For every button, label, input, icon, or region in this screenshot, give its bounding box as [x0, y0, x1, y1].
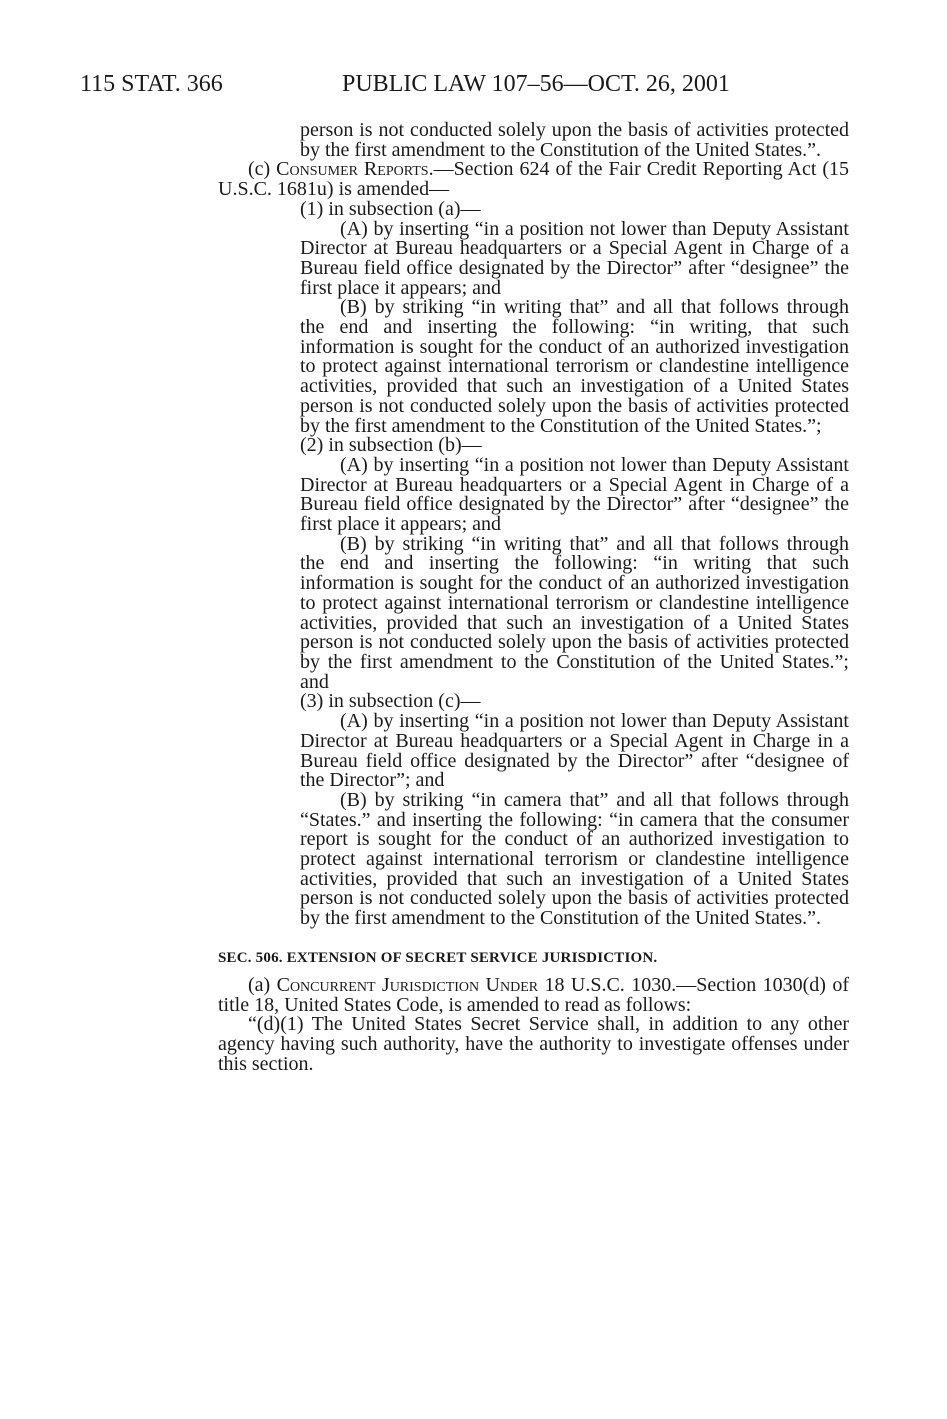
- paragraph-2-A: (A) by inserting “in a position not lower than Deputy Assistant Director at Bureau headquarters or a Special Agent in Charge of a Bureau field office designated by the Director” after “designee” the first place it appears; and: [300, 453, 849, 536]
- subsection-c-label: (c): [248, 158, 277, 181]
- body-text: [218, 121, 849, 1074]
- paragraph-2: (2) in subsection (b)—: [300, 434, 482, 457]
- subsection-c-caption: Consumer Reports: [276, 158, 429, 181]
- page-reference: 115 STAT. 366: [80, 71, 223, 97]
- paragraph-1-A: (A) by inserting “in a position not lower than Deputy Assistant Director at Bureau headquarters or a Special Agent in Charge of a Bureau field office designated by the Director” after “designee” the first place it appears; and: [300, 217, 849, 299]
- paragraph-3-A: (A) by inserting “in a position not lower than Deputy Assistant Director at Bureau headquarters or a Special Agent in Charge in a Bureau field office designated by the Director” after “designee of the Director”; and: [300, 710, 849, 792]
- paragraph-3-B: (B) by striking “in camera that” and all that follows through “States.” and inserting the following: “in camera that the consumer report is sought for the conduct of an authorized investigation to protect against international terrorism or clandestine intelligence activities, provided that such an investigation of a United States person is not conducted solely upon the basis of activities protected by the first amendment to the Constitution of the United States.”.: [300, 788, 849, 930]
- paragraph-d1: “(d)(1) The United States Secret Service shall, in addition to any other agency having such authority, have the authority to investigate offenses under this section.: [218, 1013, 849, 1075]
- continuation-paragraph: person is not conducted solely upon the basis of activities protected by the first amendment to the Constitution of the United States.”.: [300, 119, 849, 161]
- paragraph-1: (1) in subsection (a)—: [300, 197, 481, 220]
- subsection-a-paragraph: [218, 973, 849, 1016]
- subsection-a-text: 18 U.S.C. 1030.—Section 1030(d) of title 18, United States Code, is amended to read as follows:: [218, 973, 849, 1016]
- paragraph-1-B: (B) by striking “in writing that” and all that follows through the end and inserting the following: “in writing, that such information is sought for the conduct of an authorized investigation to protect against international terrorism or clandestine intelligence activities, provided that such an investigation of a United States person is not conducted solely upon the basis of activities protected by the first amendment to the Constitution of the United States.”;: [300, 296, 849, 437]
- subsection-c-text: .—Section 624 of the Fair Credit Reporting Act (15 U.S.C. 1681u) is amended—: [218, 158, 850, 201]
- section-heading: SEC. 506. EXTENSION OF SECRET SERVICE JURISDICTION.: [218, 949, 658, 966]
- subsection-c-paragraph: [218, 160, 849, 199]
- paragraph-2-B: (B) by striking “in writing that” and all that follows through the end and inserting the following: “in writing that such information is sought for the conduct of an authorized investigation to protect against international terrorism or clandestine intelligence activities, provided that such an investigation of a United States person is not conducted solely upon the basis of activities protected by the first amendment to the Constitution of the United States.”; and: [300, 532, 849, 693]
- subsection-a-label: (a): [248, 973, 277, 996]
- paragraph-3: (3) in subsection (c)—: [300, 690, 481, 713]
- subsection-a-caption: Concurrent Jurisdiction Under: [276, 973, 539, 996]
- law-reference: PUBLIC LAW 107–56—OCT. 26, 2001: [342, 71, 730, 97]
